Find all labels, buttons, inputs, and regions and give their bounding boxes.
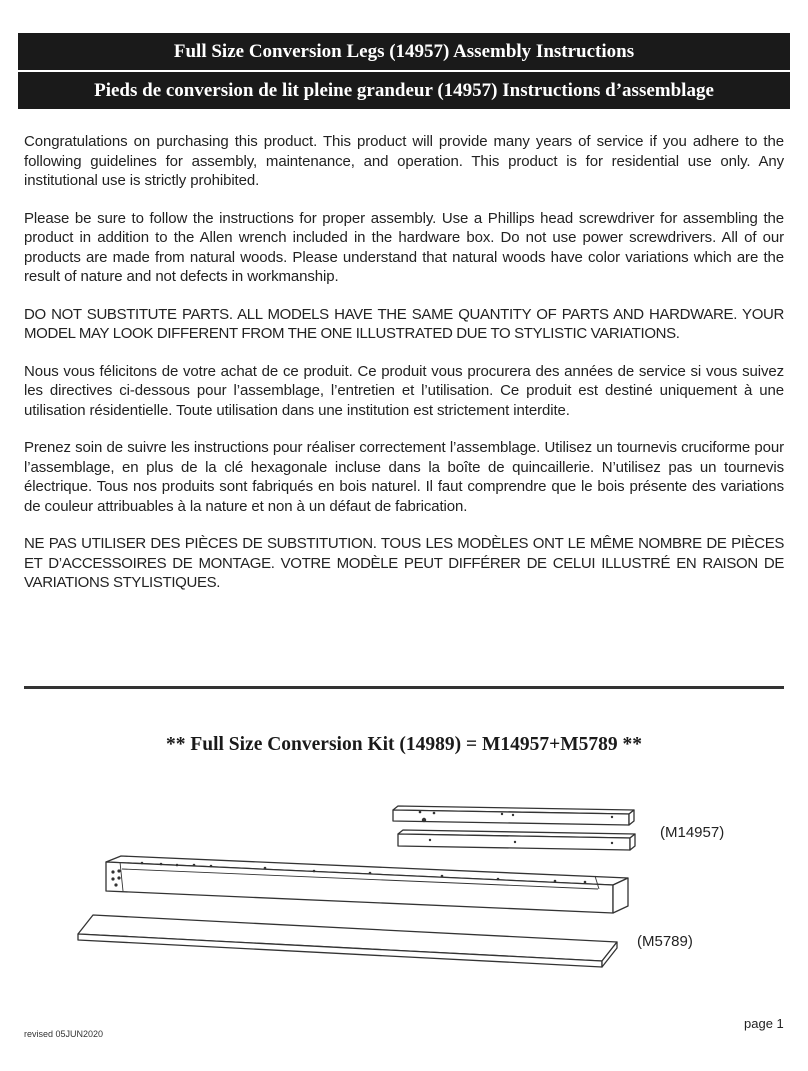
- paragraph-parts-warning-en: DO NOT SUBSTITUTE PARTS. ALL MODELS HAVE THE SAME QUANTITY OF PARTS AND HARDWARE. YOUR MODEL MAY LOOK DIFFERENT FROM THE ONE ILLUSTRATED DUE TO STYLISTIC VARIATIONS.: [24, 305, 784, 342]
- paragraph-congratulations-fr: Nous vous félicitons de votre achat de ce produit. Ce produit vous procurera des années de service si vous suivez les directives ci-dessous pour l’assemblage, l’entretien et l’utilisation. Ce produit est destiné uniquement à une utilisation résidentielle. Toute utilisation dans une institution est strictement interdite.: [24, 362, 784, 419]
- paragraph-tools-fr: Prenez soin de suivre les instructions pour réaliser correctement l’assemblage. Utilisez un tournevis cruciforme pour l’assemblage, en plus de la clé hexagonale incluse dans la boîte de quincaillerie. N’utilisez pas un tournevis électrique. Tous nos produits sont fabriqués en bois naturel. Il faut comprendre que le bois présente des variations de couleur attribuables à la nature et non à un défaut de fabrication.: [24, 439, 784, 515]
- paragraph-tools-en: Please be sure to follow the instructions for proper assembly. Use a Phillips head screwdriver for assembling the product in addition to the Allen wrench included in the hardware box. Do not use power screwdrivers. All of our products are made from natural woods. Please understand that natural woods have color variations which are the result of nature and not defects in workmanship.: [24, 209, 784, 285]
- label-m5789: (M5789): [637, 933, 693, 950]
- paragraph-congratulations-en: Congratulations on purchasing this product. This product will provide many years of service if you adhere to the following guidelines for assembly, maintenance, and operation. This product is for residential use only. Any institutional use is strictly prohibited.: [24, 133, 784, 189]
- side-rail-flat: [78, 915, 617, 967]
- kit-title: ** Full Size Conversion Kit (14989) = M14957+M5789 **: [165, 734, 643, 755]
- paragraph-parts-warning-fr: NE PAS UTILISER DES PIÈCES DE SUBSTITUTION. TOUS LES MODÈLES ONT LE MÊME NOMBRE DE PIÈCES ET D’ACCESSOIRES DE MONTAGE. VOTRE MODÈLE PEUT DIFFÉRER DE CELUI ILLUSTRÉ EN RAISON DE VARIATIONS STYLISTIQUES.: [24, 535, 784, 591]
- side-rail-drilled: [106, 856, 628, 913]
- title-english: Full Size Conversion Legs (14957) Assembly Instructions: [173, 41, 635, 62]
- leg-piece-lower: [398, 830, 635, 850]
- page-number: page 1: [744, 1016, 784, 1031]
- title-french: Pieds de conversion de lit pleine grandeur (14957) Instructions d’assemblage: [94, 80, 714, 101]
- label-m14957: (M14957): [660, 824, 725, 841]
- revision-date: revised 05JUN2020: [24, 1029, 104, 1039]
